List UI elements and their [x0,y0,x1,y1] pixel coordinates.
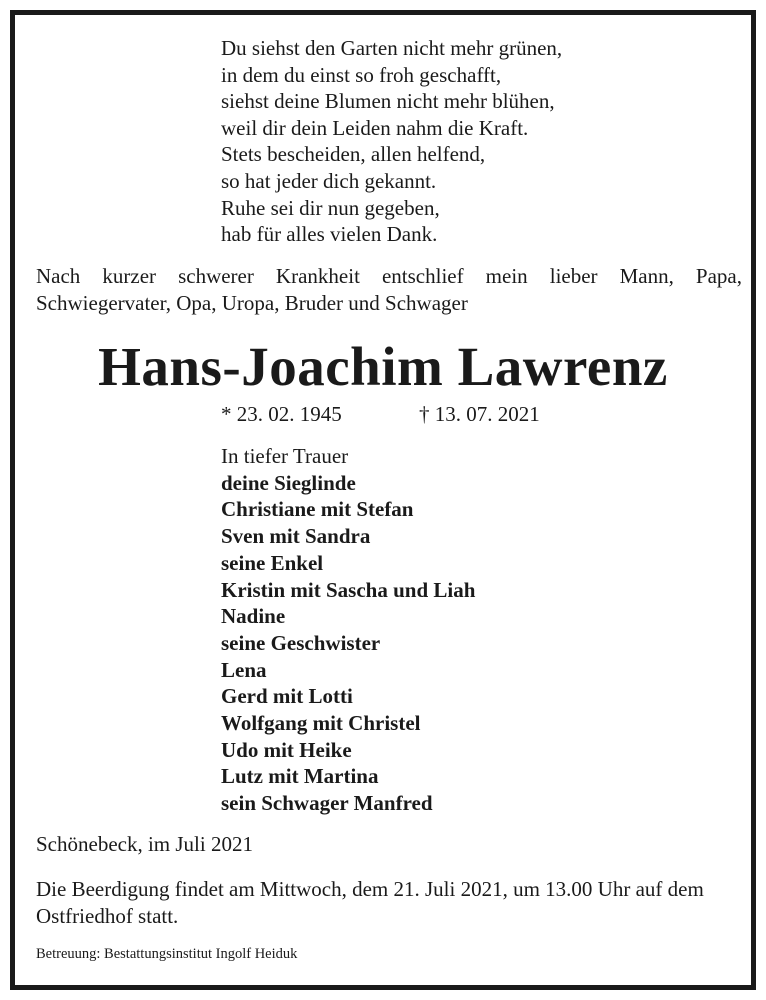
funeral-info: Die Beerdigung findet am Mittwoch, dem 21. Juli 2021, um 13.00 Uhr auf dem Ostfriedhof statt. [36,877,704,928]
poem-line: weil dir dein Leiden nahm die Kraft. [221,115,529,140]
funeral-home-credit: Betreuung: Bestattungsinstitut Ingolf Heiduk [36,946,298,962]
mourners-list [221,443,475,817]
mourner: Lutz mit Martina [221,764,379,789]
death-date: † 13. 07. 2021 [419,402,540,426]
poem-line: Stets bescheiden, allen helfend, [221,142,486,167]
announcement-line: Schwiegervater, Opa, Uropa, Bruder und Schwager [36,290,468,315]
poem-line: siehst deine Blumen nicht mehr blühen, [221,89,555,114]
mourner: Kristin mit Sascha und Liah [221,577,476,602]
mourner: Christiane mit Stefan [221,497,414,522]
birth-date: * 23. 02. 1945 [221,402,342,426]
poem-line: in dem du einst so froh geschafft, [221,62,502,87]
poem [221,35,562,248]
mourner: Lena [221,657,267,682]
obituary-frame [10,10,756,990]
mourner: sein Schwager Manfred [221,791,433,816]
mourner: Nadine [221,604,286,629]
poem-line: hab für alles vielen Dank. [221,222,438,247]
mourning-intro: In tiefer Trauer [221,444,349,468]
announcement-line: Nach kurzer schwerer Krankheit entschlief mein lieber Mann, Papa, [36,264,742,288]
mourner: Wolfgang mit Christel [221,711,421,736]
poem-line: Du siehst den Garten nicht mehr grünen, [221,36,563,60]
mourner: seine Enkel [221,550,324,575]
mourner: Udo mit Heike [221,737,352,762]
mourner: Sven mit Sandra [221,524,371,549]
mourner: seine Geschwister [221,630,381,655]
deceased-name: Hans-Joachim Lawrenz [98,336,668,397]
place-and-date: Schönebeck, im Juli 2021 [36,832,253,856]
poem-line: Ruhe sei dir nun gegeben, [221,195,440,220]
death-announcement [36,263,742,316]
mourner: Gerd mit Lotti [221,684,353,709]
mourner: deine Sieglinde [221,470,356,495]
poem-line: so hat jeder dich gekannt. [221,168,437,193]
